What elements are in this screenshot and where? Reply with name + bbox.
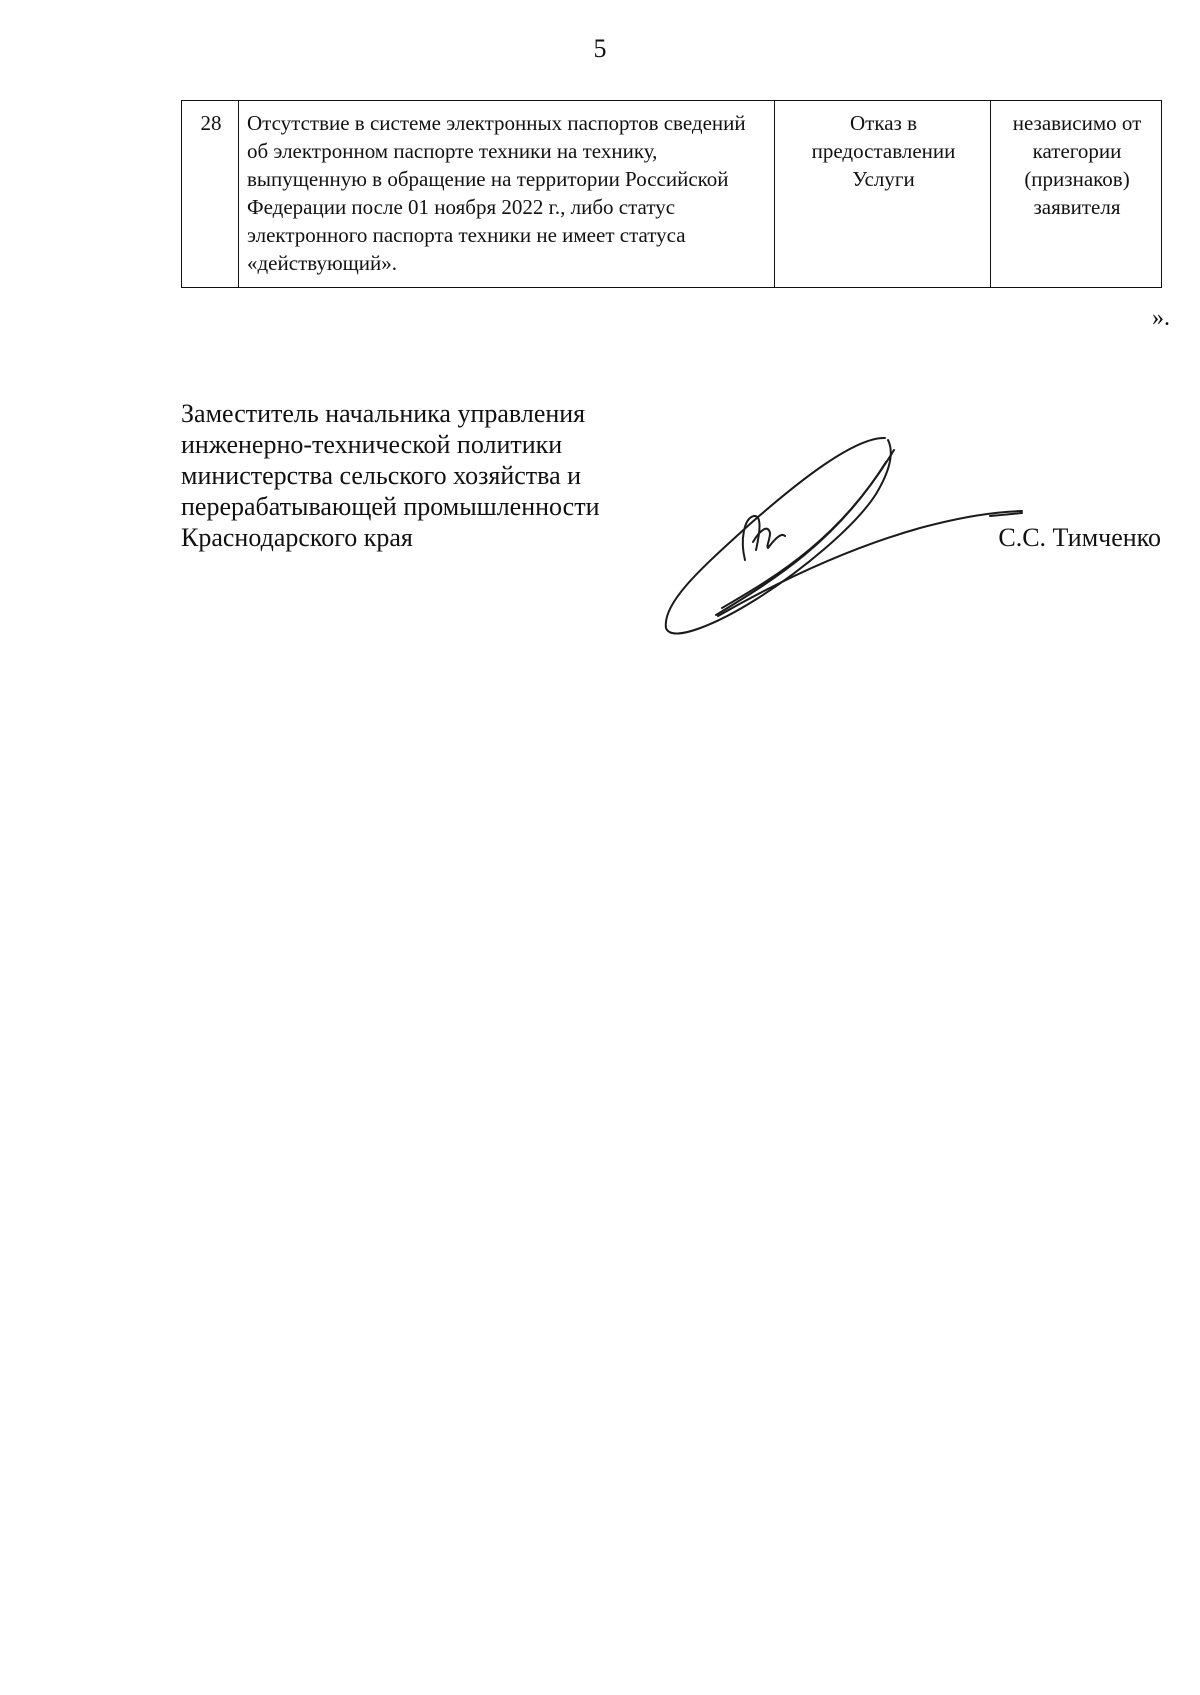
signer-title-line: перерабатывающей промышленности — [181, 492, 600, 521]
signer-title-line: Краснодарского края — [181, 523, 413, 552]
table-row — [182, 101, 1162, 288]
signer-title-line: министерства сельского хозяйства и — [181, 461, 582, 490]
signer-title-line: инженерно-технической политики — [181, 430, 563, 459]
page-number: 5 — [593, 34, 607, 63]
row-description: Отсутствие в системе электронных паспортов сведений об электронном паспорте техники на технику, выпущенную в обращение на территории Российской Федерации после 01 ноября 2022 г., либо статус электронного паспорта техники не имеет статуса «действующий». — [239, 101, 775, 288]
signer-title-line: Заместитель начальника управления — [181, 399, 586, 428]
closing-quote: ». — [1152, 305, 1170, 331]
signer-name: С.С. Тимченко — [998, 523, 1161, 552]
grounds-table — [181, 100, 1162, 288]
row-number: 28 — [182, 101, 239, 288]
row-result: Отказ в предоставлении Услуги — [775, 101, 991, 288]
signer-title — [181, 398, 681, 553]
row-category: независимо от категории (признаков) заявителя — [991, 101, 1162, 288]
